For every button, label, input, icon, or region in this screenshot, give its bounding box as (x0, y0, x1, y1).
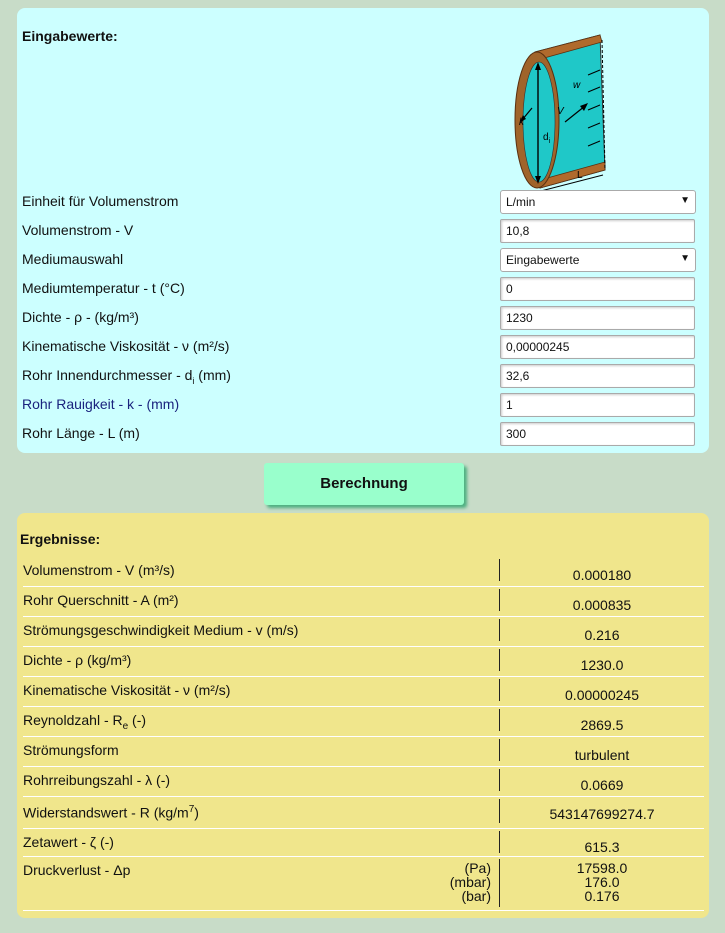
input-title: Eingabewerte: (22, 28, 118, 44)
dropdown-arrow-icon: ▼ (680, 253, 690, 264)
row-length (17, 422, 709, 446)
roughness-input[interactable]: 1 (500, 393, 695, 417)
result-label: Rohrreibungszahl - λ (-) (23, 772, 171, 788)
result-value: 0.000835 (572, 597, 632, 613)
input-panel (17, 8, 709, 453)
result-row (23, 677, 704, 707)
result-value: 0.000180 (572, 567, 632, 583)
label-inner-diameter: Rohr Innendurchmesser - $d_i$ (mm) (22, 367, 231, 386)
length-input[interactable]: 300 (500, 422, 695, 446)
row-inner-diameter (17, 364, 709, 388)
result-label: Volumenstrom - V (m³/s) (23, 562, 175, 578)
row-density (17, 306, 709, 330)
result-value: 2869.5 (580, 717, 624, 733)
result-label: Strömungsform (23, 742, 119, 758)
diagram-label-v: V (557, 106, 564, 117)
row-volume-flow (17, 219, 709, 243)
label-viscosity: Kinematische Viskosität - ν (m²/s) (22, 338, 230, 354)
result-value: 615.3 (584, 839, 620, 855)
result-row (23, 829, 704, 857)
result-value: 0.0669 (580, 777, 624, 793)
result-label: Widerstandswert - R $(kg/m^7)$ (23, 804, 199, 821)
result-row (23, 647, 704, 677)
diagram-label-d-sub: i (548, 138, 551, 145)
diagram-label-k: k (519, 117, 524, 128)
pressure-loss-label: Druckverlust - Δp (23, 862, 131, 878)
density-input[interactable]: 1230 (500, 306, 695, 330)
result-label: Rohr Querschnitt - A (m²) (23, 592, 179, 608)
pipe-diagram (495, 30, 615, 190)
result-label: Reynoldzahl - $R_e$ (-) (23, 712, 147, 732)
row-medium (17, 248, 709, 272)
label-length: Rohr Länge - L (m) (22, 425, 140, 441)
flow-unit-select[interactable]: L/min ▼ (500, 190, 696, 214)
pressure-loss-row (23, 857, 704, 911)
volume-flow-input[interactable]: 10,8 (500, 219, 695, 243)
result-row (23, 617, 704, 647)
label-medium: Mediumauswahl (22, 251, 124, 267)
result-value: 1230.0 (580, 657, 624, 673)
result-label: Strömungsgeschwindigkeit Medium - v (m/s) (23, 622, 299, 638)
result-label: Dichte - ρ (kg/m³) (23, 652, 132, 668)
label-volume-flow: Volumenstrom - V (22, 222, 134, 238)
result-row (23, 737, 704, 767)
row-viscosity (17, 335, 709, 359)
row-roughness (17, 393, 709, 417)
medium-select[interactable]: Eingabewerte ▼ (500, 248, 696, 272)
diagram-label-l: L (577, 170, 583, 181)
result-row (23, 557, 704, 587)
result-row (23, 797, 704, 829)
diagram-label-w: w (573, 80, 581, 91)
pressure-values: 17598.0 176.0 0.176 (576, 860, 628, 904)
inner-diameter-input[interactable]: 32,6 (500, 364, 695, 388)
viscosity-input[interactable]: 0,00000245 (500, 335, 695, 359)
pressure-units: (Pa) (mbar) (bar) (449, 860, 491, 904)
result-value: 543147699274.7 (549, 806, 655, 822)
result-row (23, 707, 704, 737)
temperature-input[interactable]: 0 (500, 277, 695, 301)
label-temperature: Mediumtemperatur - t (°C) (22, 280, 185, 296)
calculate-button[interactable]: Berechnung (264, 463, 464, 505)
label-density: Dichte - ρ - (kg/m³) (22, 309, 139, 325)
results-panel (17, 513, 709, 918)
result-value: 0.00000245 (565, 687, 639, 703)
result-row (23, 767, 704, 797)
result-value: 0.216 (584, 627, 620, 643)
result-label: Kinematische Viskosität - ν (m²/s) (23, 682, 231, 698)
dropdown-arrow-icon: ▼ (680, 195, 690, 206)
label-roughness: Rohr Rauigkeit - k - (mm) (22, 396, 180, 412)
row-temperature (17, 277, 709, 301)
result-label: Zetawert - ζ (-) (23, 834, 114, 850)
result-value: turbulent (574, 747, 630, 763)
result-row (23, 587, 704, 617)
row-flow-unit (17, 190, 709, 214)
results-title: Ergebnisse: (20, 531, 101, 547)
diagram-label-d: d (543, 132, 549, 143)
label-flow-unit: Einheit für Volumenstrom (22, 193, 179, 209)
